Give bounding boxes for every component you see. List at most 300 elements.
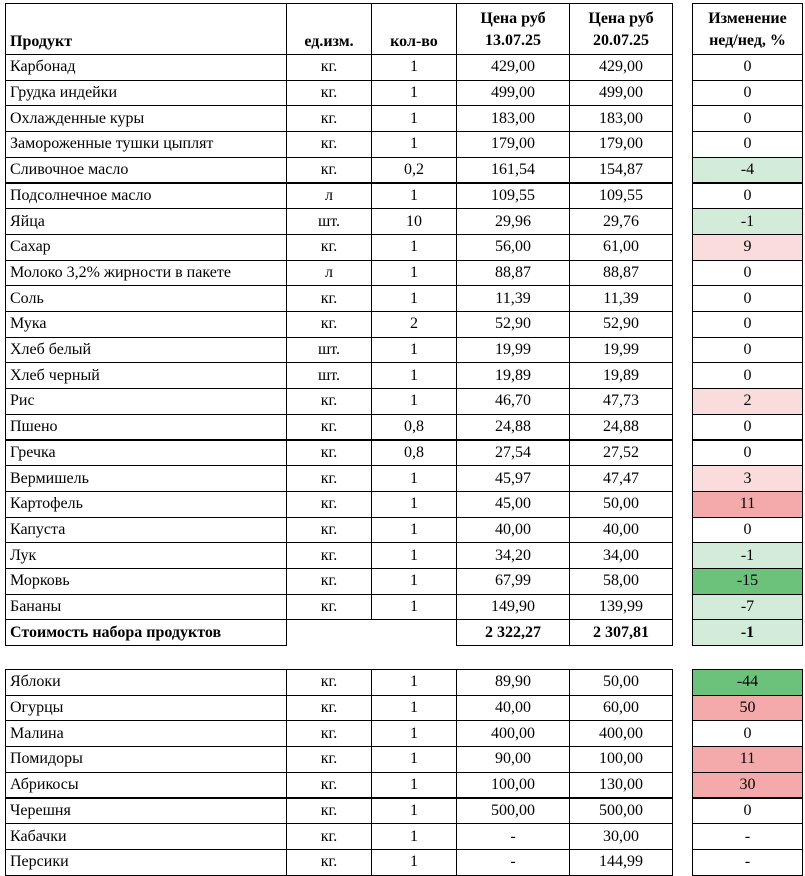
cell-price-date2-text: 154,87 (599, 161, 643, 179)
cell-price-date2-text: 499,00 (599, 84, 643, 102)
cell-unit-text: шт. (317, 366, 341, 384)
cell-price-date1 (456, 568, 570, 595)
total-price-date1-text: 2 322,27 (485, 623, 541, 641)
cell-change-text: 0 (743, 315, 752, 333)
cell-product-text: Подсолнечное масло (10, 186, 152, 204)
cell-price-date1 (456, 669, 570, 696)
cell-qty-text: 1 (410, 186, 418, 204)
cell-price-date1-text: 109,55 (491, 186, 535, 204)
cell-unit (286, 54, 372, 81)
cell-price-date2-text: 40,00 (603, 520, 639, 538)
cell-price-date1 (456, 440, 570, 467)
cell-change-text: -7 (740, 598, 755, 616)
cell-price-date1-text: 88,87 (495, 263, 531, 281)
cell-unit (286, 594, 372, 621)
cell-price-date2 (569, 80, 673, 107)
cell-qty-text: 1 (410, 724, 418, 742)
cell-unit (286, 80, 372, 107)
cell-change (692, 183, 803, 210)
cell-product (5, 208, 287, 235)
cell-unit (286, 440, 372, 467)
cell-change-text: - (744, 853, 751, 871)
cell-unit-text: кг. (320, 546, 338, 564)
cell-price-date1-text: 429,00 (491, 58, 535, 76)
cell-unit-text: кг. (320, 315, 338, 333)
cell-unit (286, 746, 372, 773)
cell-price-date1-text: 45,97 (495, 469, 531, 487)
cell-price-date1 (456, 183, 570, 210)
cell-price-date2 (569, 491, 673, 518)
cell-price-date2-text: 100,00 (599, 750, 643, 768)
cell-price-date2 (569, 208, 673, 235)
cell-change (692, 80, 803, 107)
cell-qty-text: 1 (410, 84, 418, 102)
cell-qty-text: 0,2 (404, 161, 424, 179)
cell-product (5, 772, 287, 799)
cell-price-date1-text: 46,70 (495, 392, 531, 410)
cell-price-date1-text: 11,39 (495, 289, 531, 307)
cell-unit-text: шт. (317, 341, 341, 359)
total-label-text: Стоимость набора продуктов (10, 623, 222, 641)
cell-price-date1 (456, 414, 570, 441)
cell-qty (371, 105, 457, 132)
cell-change-text: 0 (743, 84, 752, 102)
cell-unit (286, 823, 372, 850)
cell-price-date1-text: 40,00 (495, 699, 531, 717)
cell-product (5, 311, 287, 338)
cell-price-date2-text: 179,00 (599, 135, 643, 153)
cell-qty (371, 234, 457, 261)
cell-change (692, 798, 803, 825)
header-price-date2: Цена руб 20.07.25 (569, 3, 673, 55)
cell-price-date2-text: 130,00 (599, 776, 643, 794)
cell-qty (371, 720, 457, 747)
cell-unit-text: кг. (320, 58, 338, 76)
cell-price-date2-text: 27,52 (603, 443, 639, 461)
cell-unit (286, 669, 372, 696)
cell-change (692, 491, 803, 518)
cell-product (5, 542, 287, 569)
cell-price-date1 (456, 542, 570, 569)
cell-product (5, 337, 287, 364)
cell-change-text: 0 (743, 263, 752, 281)
cell-change (692, 311, 803, 338)
cell-change-text: 9 (743, 238, 752, 256)
cell-unit-text: кг. (320, 750, 338, 768)
cell-price-date2 (569, 568, 673, 595)
cell-price-date1 (456, 234, 570, 261)
cell-unit (286, 105, 372, 132)
cell-price-date1 (456, 131, 570, 158)
cell-unit-text: кг. (320, 673, 338, 691)
cell-price-date2-text: 19,99 (603, 341, 639, 359)
cell-product (5, 823, 287, 850)
cell-unit (286, 208, 372, 235)
cell-product (5, 695, 287, 722)
cell-product-text: Малина (10, 724, 64, 742)
cell-product-text: Черешня (10, 801, 71, 819)
cell-qty (371, 337, 457, 364)
cell-change-text: 0 (743, 724, 752, 742)
cell-product-text: Хлеб черный (10, 366, 100, 384)
cell-qty (371, 798, 457, 825)
cell-unit (286, 491, 372, 518)
cell-change-text: 0 (743, 186, 752, 204)
cell-price-date2-text: 60,00 (603, 699, 639, 717)
cell-qty-text: 1 (410, 469, 418, 487)
cell-product-text: Пшено (10, 418, 58, 436)
cell-product (5, 54, 287, 81)
cell-price-date1 (456, 105, 570, 132)
cell-qty-text: 0,8 (404, 418, 424, 436)
cell-unit-text: кг. (320, 520, 338, 538)
cell-unit (286, 720, 372, 747)
cell-qty-text: 1 (410, 801, 418, 819)
cell-unit-text: кг. (320, 135, 338, 153)
cell-price-date1-text: 179,00 (491, 135, 535, 153)
cell-qty-text: 1 (410, 263, 418, 281)
cell-product-text: Бананы (10, 598, 62, 616)
cell-unit-text: кг. (320, 724, 338, 742)
cell-price-date2-text: 29,76 (603, 212, 639, 230)
cell-unit-text: кг. (320, 699, 338, 717)
header-price-date1: Цена руб 13.07.25 (456, 3, 570, 55)
cell-change-text: 11 (739, 750, 756, 768)
cell-product (5, 669, 287, 696)
cell-price-date2-text: 11,39 (603, 289, 639, 307)
cell-change-text: -1 (740, 546, 755, 564)
cell-change (692, 337, 803, 364)
cell-change (692, 362, 803, 389)
cell-price-date2 (569, 669, 673, 696)
cell-product-text: Грудка индейки (10, 84, 118, 102)
cell-price-date1 (456, 491, 570, 518)
cell-product-text: Морковь (10, 572, 70, 590)
cell-change-text: -4 (740, 161, 755, 179)
cell-price-date2 (569, 823, 673, 850)
cell-qty (371, 695, 457, 722)
cell-unit-text: шт. (317, 212, 341, 230)
cell-price-date2-text: 24,88 (603, 418, 639, 436)
cell-qty (371, 772, 457, 799)
cell-product-text: Сливочное масло (10, 161, 129, 179)
cell-qty-text: 1 (410, 827, 418, 845)
cell-change-text: -1 (740, 212, 755, 230)
cell-price-date2 (569, 720, 673, 747)
cell-unit-text: кг. (320, 801, 338, 819)
cell-price-date2-text: 88,87 (603, 263, 639, 281)
cell-price-date1-text: 29,96 (495, 212, 531, 230)
cell-unit (286, 465, 372, 492)
cell-product-text: Охлажденные куры (10, 109, 145, 127)
cell-price-date1 (456, 594, 570, 621)
cell-unit (286, 849, 372, 876)
cell-price-date1-text: 149,90 (491, 598, 535, 616)
cell-unit-text: кг. (320, 827, 338, 845)
cell-unit-text: кг. (320, 84, 338, 102)
cell-change-text: 0 (743, 289, 752, 307)
cell-product-text: Помидоры (10, 750, 83, 768)
cell-change (692, 695, 803, 722)
cell-price-date1 (456, 54, 570, 81)
cell-price-date1 (456, 823, 570, 850)
cell-qty (371, 669, 457, 696)
cell-change-text: 0 (743, 109, 752, 127)
cell-change (692, 823, 803, 850)
cell-price-date1-text: 45,00 (495, 495, 531, 513)
cell-price-date2-text: 50,00 (603, 673, 639, 691)
cell-price-date2 (569, 157, 673, 184)
cell-qty (371, 542, 457, 569)
cell-qty-text: 2 (410, 315, 418, 333)
cell-unit (286, 414, 372, 441)
cell-change-text: 3 (743, 469, 752, 487)
cell-price-date2 (569, 311, 673, 338)
cell-qty-text: 1 (410, 598, 418, 616)
cell-unit-text: кг. (320, 495, 338, 513)
cell-unit-text: кг. (320, 853, 338, 871)
cell-unit (286, 234, 372, 261)
cell-qty (371, 594, 457, 621)
cell-qty (371, 746, 457, 773)
cell-price-date1-text: - (510, 853, 516, 871)
cell-price-date1 (456, 798, 570, 825)
cell-change (692, 234, 803, 261)
cell-price-date2-text: 19,89 (603, 366, 639, 384)
cell-product (5, 720, 287, 747)
cell-change (692, 568, 803, 595)
cell-qty-text: 1 (410, 546, 418, 564)
cell-qty (371, 183, 457, 210)
cell-product (5, 131, 287, 158)
cell-price-date2-text: 47,73 (603, 392, 639, 410)
cell-unit-text: кг. (320, 238, 338, 256)
cell-price-date1-text: 499,00 (491, 84, 535, 102)
cell-qty-text: 1 (410, 289, 418, 307)
cell-product-text: Абрикосы (10, 776, 79, 794)
cell-change-text: 0 (743, 366, 752, 384)
cell-price-date2-text: 109,55 (599, 186, 643, 204)
cell-price-date1 (456, 285, 570, 312)
cell-price-date2 (569, 131, 673, 158)
cell-change-text: 0 (743, 443, 752, 461)
cell-unit-text: кг. (320, 109, 338, 127)
cell-product-text: Капуста (10, 520, 66, 538)
cell-unit (286, 695, 372, 722)
cell-product (5, 465, 287, 492)
cell-change (692, 440, 803, 467)
cell-unit-text: кг. (320, 598, 338, 616)
cell-unit-text: кг. (320, 776, 338, 794)
cell-qty (371, 285, 457, 312)
cell-price-date1-text: 19,99 (495, 341, 531, 359)
cell-price-date1 (456, 720, 570, 747)
cell-unit (286, 517, 372, 544)
cell-qty-text: 1 (410, 495, 418, 513)
cell-unit-text: кг. (320, 443, 338, 461)
cell-product-text: Яйца (10, 212, 45, 230)
cell-qty-text: 1 (410, 392, 418, 410)
cell-product-text: Персики (10, 853, 69, 871)
cell-change-text: 50 (739, 699, 756, 717)
total-label (5, 619, 287, 646)
cell-change-text: 0 (743, 418, 752, 436)
cell-product-text: Вермишель (10, 469, 89, 487)
cell-change (692, 285, 803, 312)
cell-change-text: 0 (743, 135, 752, 153)
cell-price-date1-text: 100,00 (491, 776, 535, 794)
cell-unit (286, 260, 372, 287)
cell-price-date1-text: 27,54 (495, 443, 531, 461)
cell-price-date1-text: 24,88 (495, 418, 531, 436)
cell-qty-text: 1 (410, 135, 418, 153)
cell-qty (371, 440, 457, 467)
cell-price-date2 (569, 362, 673, 389)
cell-product (5, 594, 287, 621)
cell-qty-text: 1 (410, 366, 418, 384)
cell-unit (286, 337, 372, 364)
cell-qty (371, 260, 457, 287)
cell-product (5, 285, 287, 312)
cell-product (5, 517, 287, 544)
cell-qty-text: 1 (410, 853, 418, 871)
cell-change-text: 0 (743, 520, 752, 538)
cell-product (5, 746, 287, 773)
cell-price-date2-text: 52,90 (603, 315, 639, 333)
cell-qty-text: 1 (410, 109, 418, 127)
cell-unit (286, 772, 372, 799)
cell-product (5, 414, 287, 441)
cell-product (5, 362, 287, 389)
cell-change (692, 517, 803, 544)
cell-change-text: -15 (736, 572, 759, 590)
cell-qty-text: 1 (410, 673, 418, 691)
cell-qty (371, 362, 457, 389)
cell-price-date2-text: 47,47 (603, 469, 639, 487)
cell-price-date1 (456, 849, 570, 876)
cell-price-date2-text: 183,00 (599, 109, 643, 127)
cell-qty-text: 1 (410, 572, 418, 590)
cell-change-text: -44 (736, 673, 759, 691)
cell-qty (371, 849, 457, 876)
cell-unit (286, 362, 372, 389)
cell-change (692, 849, 803, 876)
cell-change-text: 0 (743, 58, 752, 76)
cell-change (692, 54, 803, 81)
cell-price-date2 (569, 388, 673, 415)
cell-unit-text: л (325, 186, 333, 204)
cell-change-text: 2 (743, 392, 752, 410)
cell-product-text: Замороженные тушки цыплят (10, 135, 214, 153)
cell-price-date2-text: 139,99 (599, 598, 643, 616)
cell-price-date1-text: - (510, 827, 516, 845)
cell-qty-text: 1 (410, 776, 418, 794)
cell-unit (286, 157, 372, 184)
cell-change-text: - (744, 827, 751, 845)
cell-price-date2 (569, 105, 673, 132)
cell-qty-text: 10 (406, 212, 422, 230)
cell-product-text: Карбонад (10, 58, 76, 76)
cell-product-text: Сахар (10, 238, 51, 256)
cell-qty (371, 388, 457, 415)
cell-price-date2 (569, 746, 673, 773)
cell-product-text: Кабачки (10, 827, 67, 845)
header-unit: ед.изм. (286, 3, 372, 55)
cell-price-date2-text: 144,99 (599, 853, 643, 871)
cell-unit (286, 542, 372, 569)
total-change (692, 619, 803, 646)
cell-change (692, 746, 803, 773)
total-price-date2-text: 2 307,81 (593, 623, 649, 641)
cell-price-date2 (569, 849, 673, 876)
cell-unit-text: кг. (320, 572, 338, 590)
cell-price-date2 (569, 54, 673, 81)
cell-price-date1 (456, 465, 570, 492)
cell-product (5, 849, 287, 876)
cell-unit (286, 311, 372, 338)
cell-qty (371, 54, 457, 81)
cell-price-date2 (569, 542, 673, 569)
cell-product-text: Мука (10, 315, 47, 333)
cell-qty-text: 1 (410, 238, 418, 256)
cell-price-date1-text: 34,20 (495, 546, 531, 564)
cell-unit (286, 798, 372, 825)
cell-price-date2 (569, 440, 673, 467)
cell-price-date1 (456, 311, 570, 338)
cell-price-date1 (456, 337, 570, 364)
cell-unit-text: кг. (320, 392, 338, 410)
cell-product (5, 388, 287, 415)
cell-unit (286, 131, 372, 158)
cell-change (692, 388, 803, 415)
cell-price-date1-text: 52,90 (495, 315, 531, 333)
cell-change-text: 0 (743, 341, 752, 359)
total-price-date1 (456, 619, 570, 646)
cell-product (5, 105, 287, 132)
cell-price-date2 (569, 798, 673, 825)
cell-qty-text: 1 (410, 699, 418, 717)
total-price-date2 (569, 619, 673, 646)
cell-price-date1 (456, 362, 570, 389)
cell-price-date1 (456, 772, 570, 799)
cell-price-date1-text: 161,54 (491, 161, 535, 179)
cell-product (5, 491, 287, 518)
cell-change (692, 772, 803, 799)
cell-price-date2 (569, 772, 673, 799)
cell-price-date1-text: 400,00 (491, 724, 535, 742)
cell-change (692, 669, 803, 696)
cell-change (692, 131, 803, 158)
cell-price-date2 (569, 695, 673, 722)
cell-price-date2-text: 500,00 (599, 801, 643, 819)
cell-qty (371, 568, 457, 595)
header-change: Изменение нед/нед, % (692, 3, 803, 55)
cell-product-text: Молоко 3,2% жирности в пакете (10, 263, 231, 281)
cell-unit-text: кг. (320, 469, 338, 487)
cell-price-date2-text: 61,00 (603, 238, 639, 256)
cell-price-date2-text: 50,00 (603, 495, 639, 513)
cell-unit-text: л (325, 263, 333, 281)
cell-product (5, 260, 287, 287)
cell-product-text: Картофель (10, 495, 83, 513)
cell-change (692, 720, 803, 747)
cell-price-date2 (569, 260, 673, 287)
cell-price-date2 (569, 183, 673, 210)
cell-unit (286, 568, 372, 595)
cell-price-date2-text: 400,00 (599, 724, 643, 742)
cell-price-date1 (456, 517, 570, 544)
cell-price-date2-text: 429,00 (599, 58, 643, 76)
